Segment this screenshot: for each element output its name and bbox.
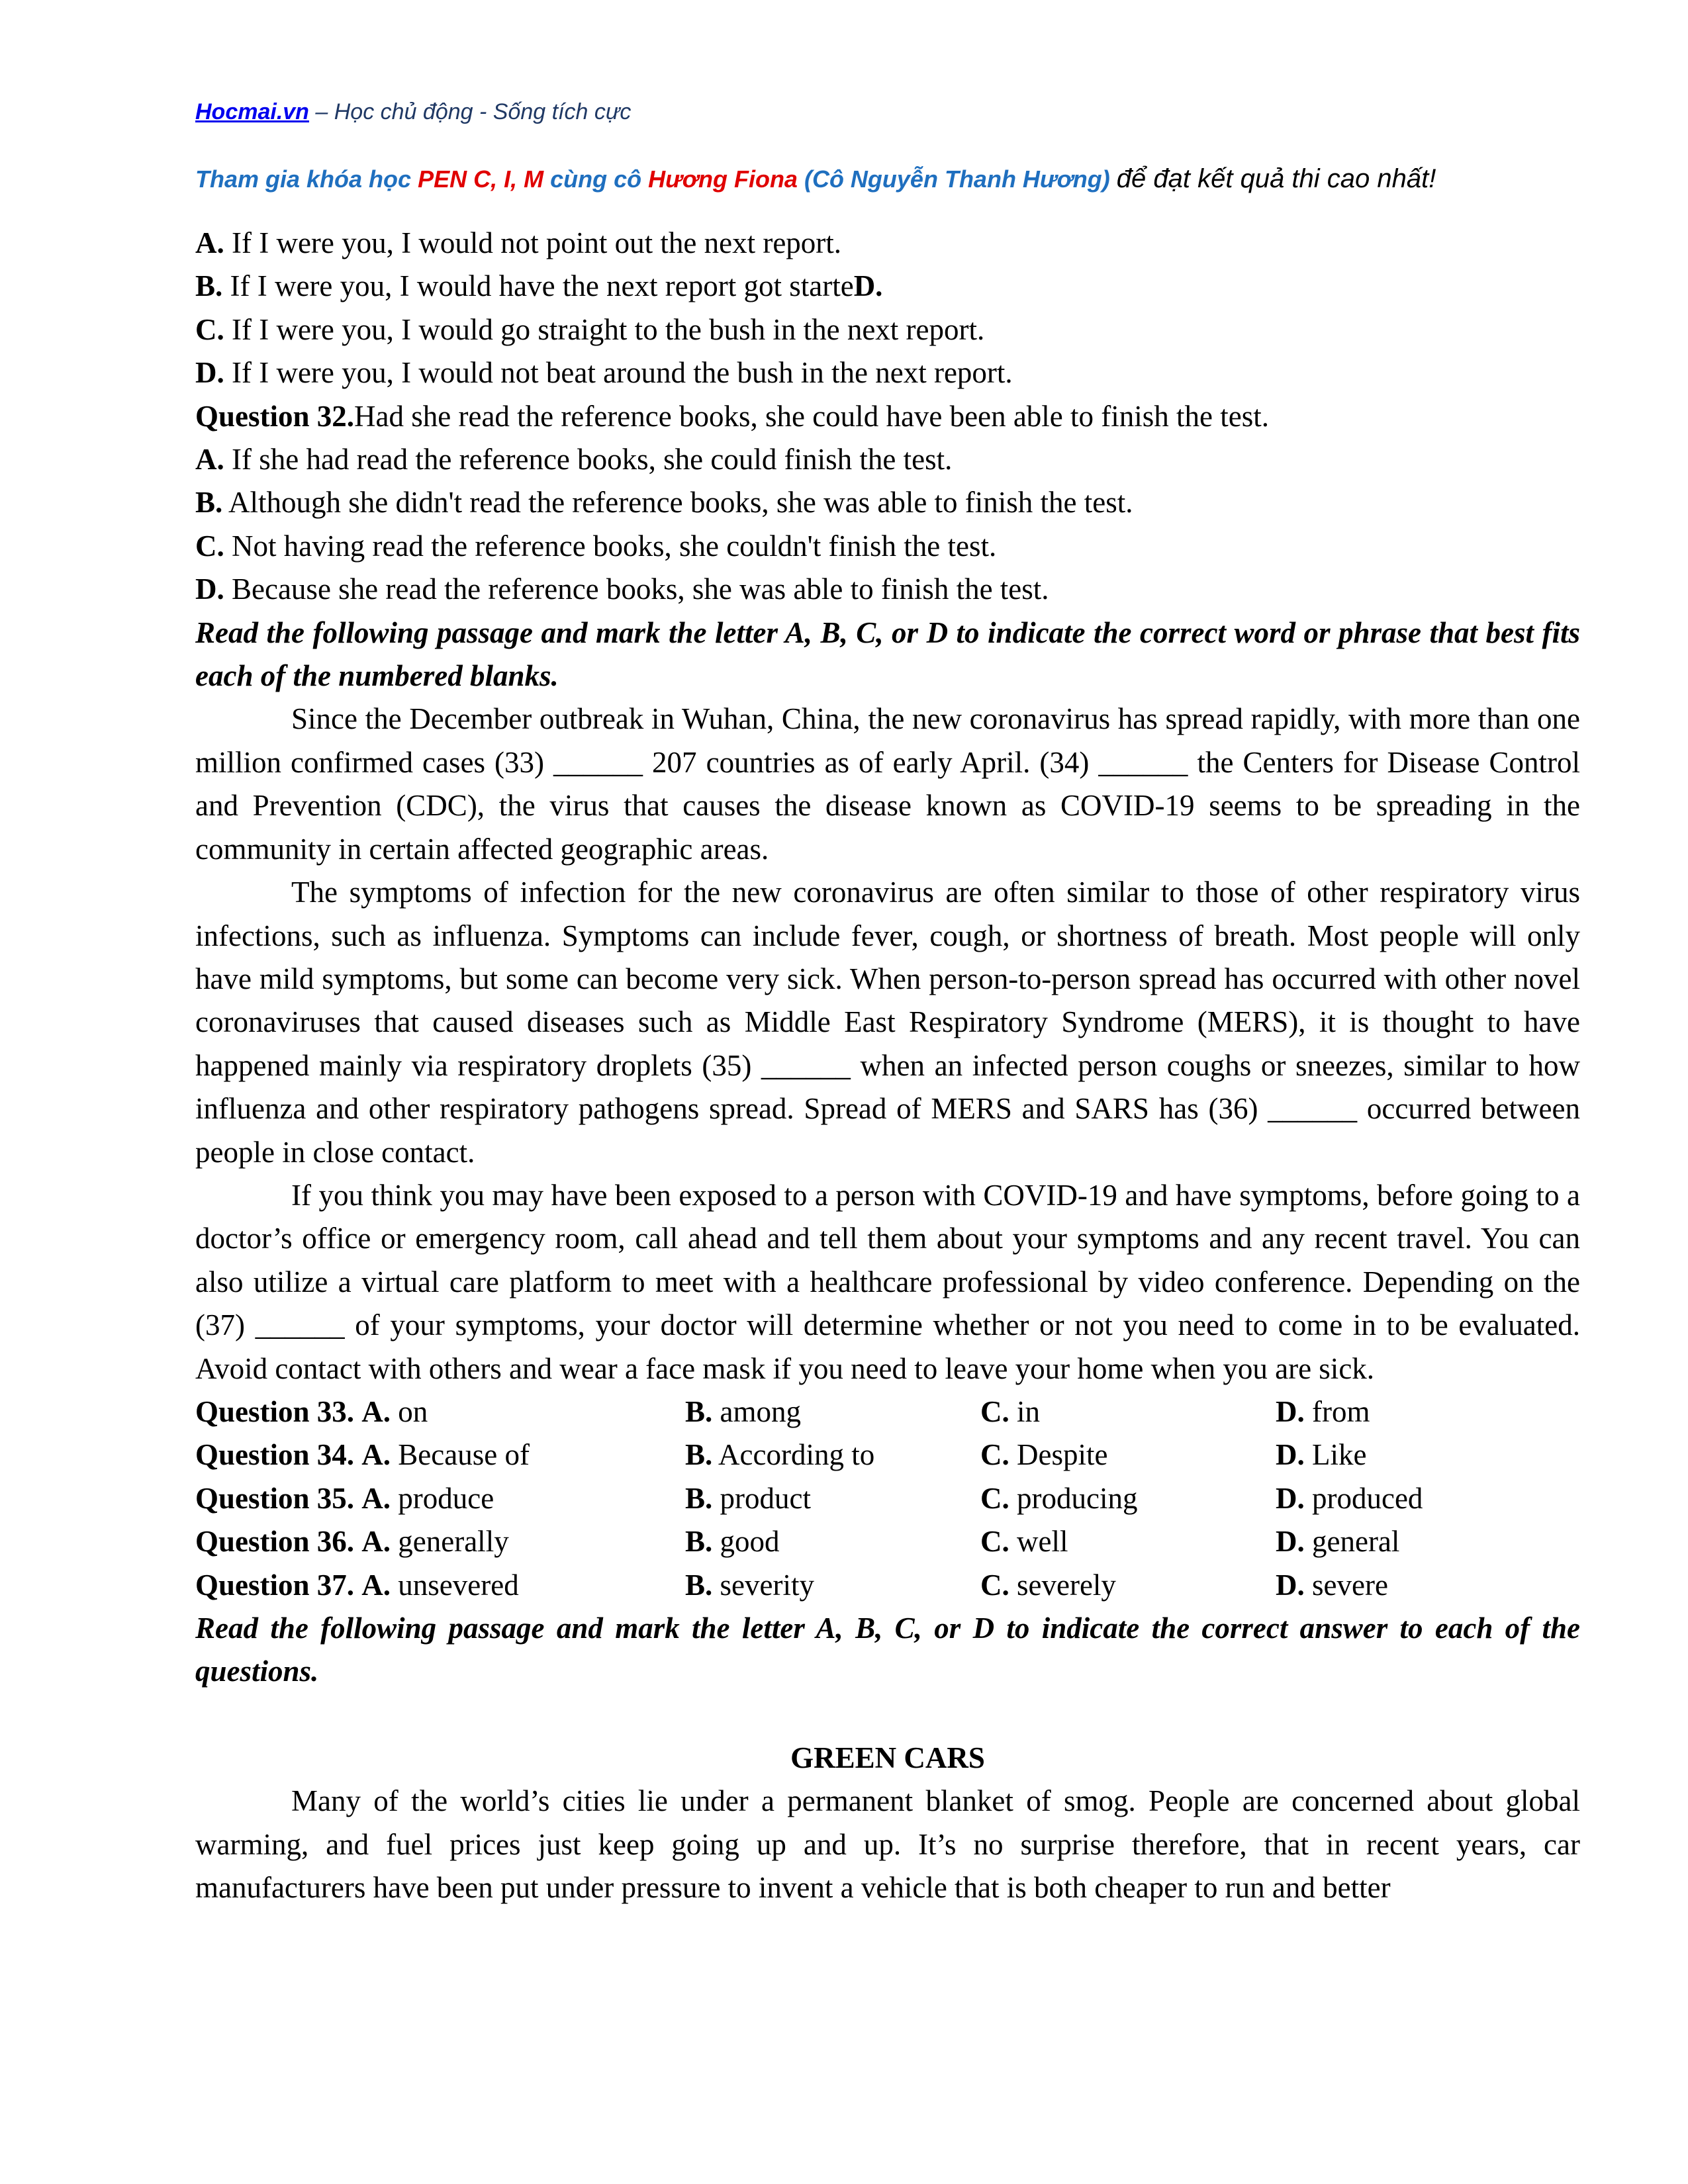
course-suffix: để đạt kết quả thi cao nhất! <box>1116 164 1436 193</box>
reading-paragraph: Many of the world’s cities lie under a permanent blanket of smog. People are concerned about global warming, and fuel prices just keep going up and up. It’s no surprise therefore, that in recent years, car manufacturers have been put under pressure to invent a vehicle that is both cheaper to run and better <box>195 1784 1580 1905</box>
passage-paragraph: If you think you may have been exposed to a person with COVID-19 and have symptoms, before going to a doctor’s office or emergency room, call ahead and tell them about your symptoms and any recent travel. You can also utilize a virtual care platform to meet with a healthcare professional by video conference. Depending on the (37) ______ of your symptoms, your doctor will determine whether or not you need to come in to be evaluated. Avoid contact with others and wear a face mask if you need to leave your home when you are sick. <box>195 1178 1580 1385</box>
reading-instruction: Read the following passage and mark the letter A, B, C, or D to indicate the correct answer to each of the questions. <box>195 1612 1580 1688</box>
q31-option-d: D. If I were you, I would not beat around the bush in the next report. <box>195 356 1013 390</box>
q32-option-a: A. If she had read the reference books, she could finish the test. <box>195 443 953 477</box>
header-line-2 <box>195 164 1436 194</box>
course-name: PEN C, I, M <box>418 165 544 193</box>
q32-option-d: D. Because she read the reference books, she was able to finish the test. <box>195 572 1049 606</box>
question-36-row: Question 36. A. generally B. good C. well D. general <box>195 1525 1400 1559</box>
teacher-full: (Cô Nguyễn Thanh Hương) <box>797 165 1117 193</box>
cloze-instruction: Read the following passage and mark the letter A, B, C, or D to indicate the correct word or phrase that best fits each of the numbered blanks. <box>195 615 1580 693</box>
q31-option-c: C. If I were you, I would go straight to the bush in the next report. <box>195 312 985 346</box>
question-37-row: Question 37. A. unsevered B. severity C. severely D. severe <box>195 1568 1388 1602</box>
passage-paragraph: The symptoms of infection for the new coronavirus are often similar to those of other respiratory virus infections, such as influenza. Symptoms can include fever, cough, or shortness of breath. Most people will only have mild symptoms, but some can become very sick. When person-to-person spread has occurred with other novel coronaviruses that caused diseases such as Middle East Respiratory Syndrome (MERS), it is thought to have happened mainly via respiratory droplets (35) ______ when an infected person coughs or sneezes, similar to how influenza and other respiratory pathogens spread. Spread of MERS and SARS has (36) ______ occurred between people in close contact. <box>195 876 1580 1169</box>
teacher-name: Hương Fiona <box>648 165 798 193</box>
question-33-row: Question 33. A. on B. among C. in D. from <box>195 1394 1370 1428</box>
header-line-1 <box>195 99 631 125</box>
q32-stem: Question 32.Had she read the reference books, she could have been able to finish the test. <box>195 399 1270 433</box>
q32-option-b: B. Although she didn't read the reference books, she was able to finish the test. <box>195 486 1133 520</box>
tagline: – Học chủ động - Sống tích cực <box>308 99 632 124</box>
course-prefix: Tham gia khóa học <box>195 165 418 193</box>
course-mid: cùng cô <box>543 165 649 193</box>
passage-paragraph: Since the December outbreak in Wuhan, China, the new coronavirus has spread rapidly, with more than one million confirmed cases (33) ______ 207 countries as of early April. (34) ______ the Centers for Disease Control and Prevention (CDC), the virus that causes the disease known as COVID-19 seems to be spreading in the community in certain affected geographic areas. <box>195 702 1580 866</box>
q31-option-b: B. If I were you, I would have the next report got starteD. <box>195 269 883 303</box>
question-35-row: Question 35. A. produce B. product C. producing D. produced <box>195 1481 1423 1515</box>
spacer <box>195 1694 1580 1737</box>
question-34-row: Question 34. A. Because of B. According to C. Despite D. Like <box>195 1438 1367 1472</box>
reading-title: GREEN CARS <box>790 1741 985 1774</box>
site-link[interactable]: Hocmai.vn <box>195 99 309 124</box>
document-content <box>195 222 1580 1909</box>
q31-option-a: A. If I were you, I would not point out the next report. <box>195 226 842 259</box>
q32-option-c: C. Not having read the reference books, she couldn't finish the test. <box>195 529 997 563</box>
